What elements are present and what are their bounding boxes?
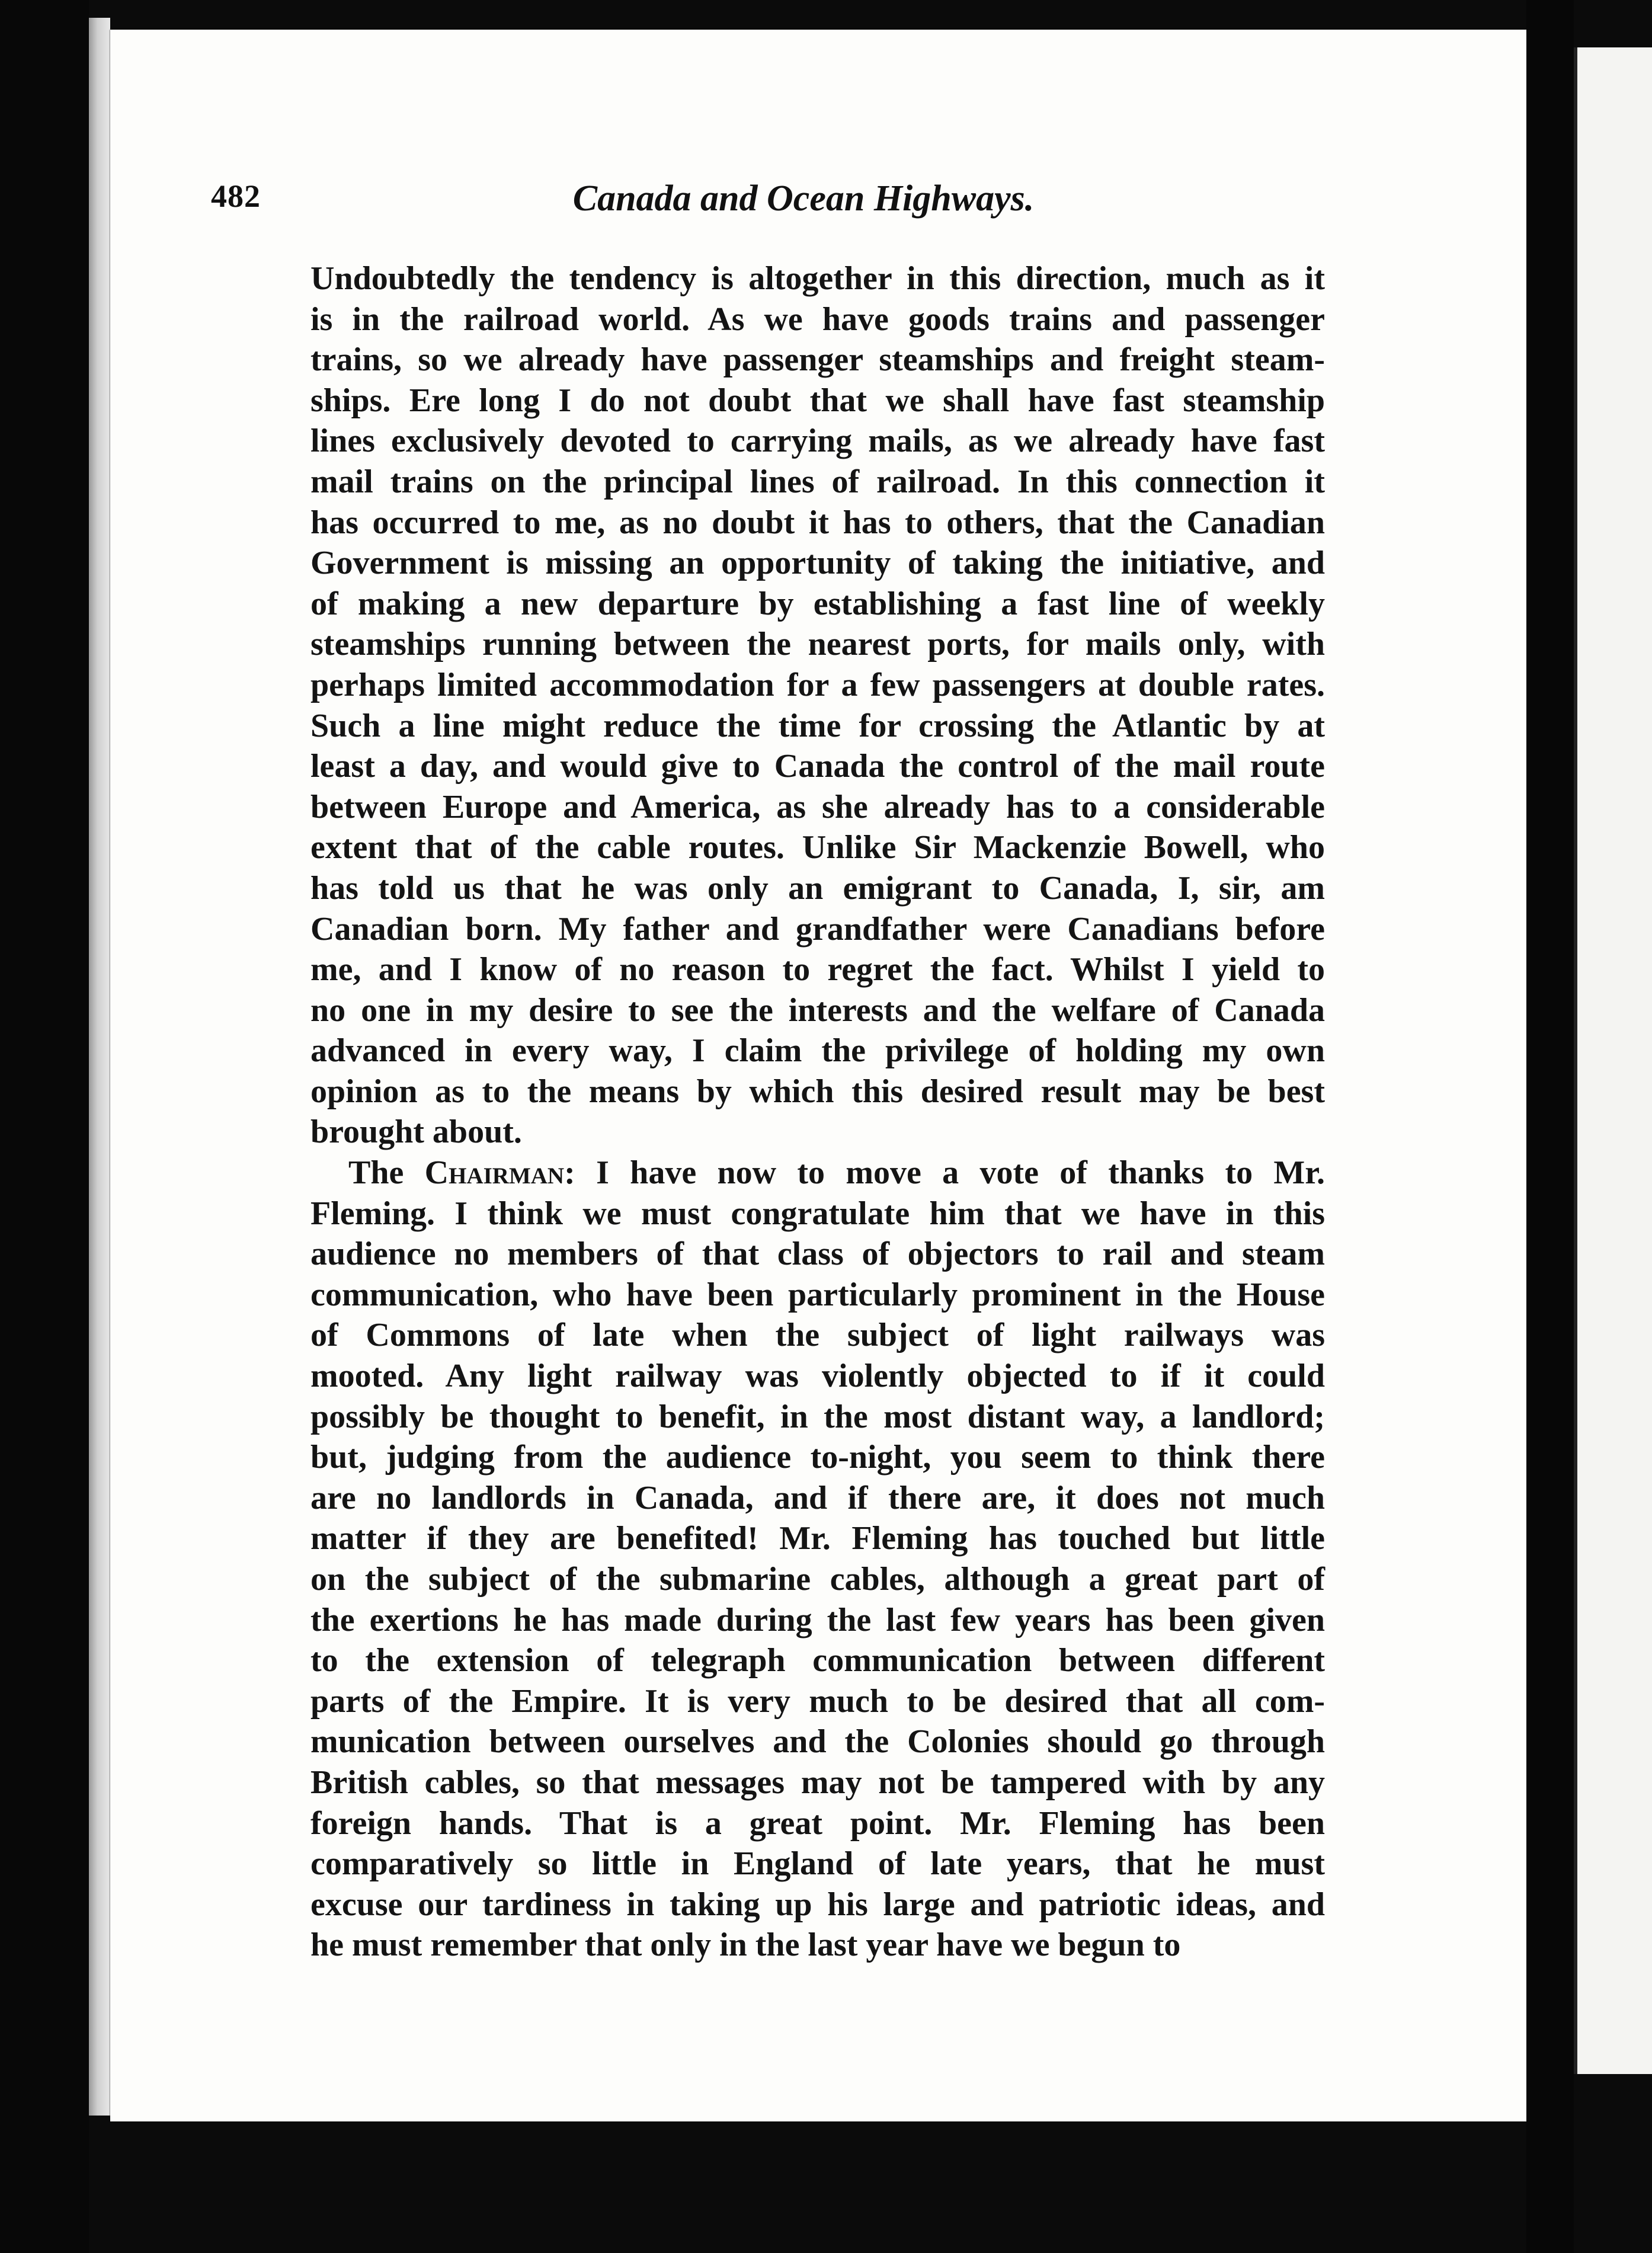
text-line: the exertions he has made during the last few years has been given bbox=[310, 1601, 1325, 1638]
speaker-line-rest: : I have now to move a vote of thanks to Mr. bbox=[564, 1154, 1325, 1192]
text-line: foreign hands. That is a great point. Mr. Fleming has been bbox=[310, 1804, 1325, 1842]
text-line: least a day, and would give to Canada the control of the mail route bbox=[310, 748, 1325, 785]
gutter-shadow bbox=[1526, 0, 1574, 2253]
text-line: Canadian born. My father and grandfather were Canadians before bbox=[310, 910, 1325, 948]
text-line: he must remember that only in the last year have we begun to bbox=[310, 1926, 1181, 1964]
paragraph bbox=[310, 1153, 1325, 1966]
text-line: has told us that he was only an emigrant to Canada, I, sir, am bbox=[310, 869, 1325, 907]
text-line: steamships running between the nearest ports, for mails only, with bbox=[310, 626, 1325, 663]
text-line: extent that of the cable routes. Unlike Sir Mackenzie Bowell, who bbox=[310, 829, 1325, 866]
page-header bbox=[211, 178, 1325, 231]
text-line: but, judging from the audience to-night, you seem to think there bbox=[310, 1439, 1325, 1476]
text-line: Fleming. I think we must congratulate him that we have in this bbox=[310, 1195, 1325, 1232]
text-line: comparatively so little in England of late years, that he must bbox=[310, 1845, 1325, 1883]
text-line: no one in my desire to see the interests and the welfare of Canada bbox=[310, 991, 1325, 1029]
text-line: audience no members of that class of objectors to rail and steam bbox=[310, 1236, 1325, 1273]
text-line: advanced in every way, I claim the privilege of holding my own bbox=[310, 1032, 1325, 1070]
text-line: is in the railroad world. As we have goods trains and passenger bbox=[310, 300, 1325, 338]
speaker-name: Chairman bbox=[424, 1154, 565, 1192]
text-line: Such a line might reduce the time for crossing the Atlantic by at bbox=[310, 707, 1325, 744]
text-line: are no landlords in Canada, and if there are, it does not much bbox=[310, 1479, 1325, 1516]
text-line: opinion as to the means by which this desired result may be best bbox=[310, 1073, 1325, 1110]
text-line: me, and I know of no reason to regret the fact. Whilst I yield to bbox=[310, 951, 1325, 988]
text-line: mooted. Any light railway was violently objected to if it could bbox=[310, 1358, 1325, 1395]
text-line: excuse our tardiness in taking up his large and patriotic ideas, and bbox=[310, 1886, 1325, 1923]
text-line bbox=[310, 1153, 1325, 1193]
text-line: parts of the Empire. It is very much to be desired that all com- bbox=[310, 1682, 1325, 1720]
text-line: ships. Ere long I do not doubt that we shall have fast steamship bbox=[310, 382, 1325, 419]
text-line: perhaps limited accommodation for a few passengers at double rates. bbox=[310, 666, 1325, 703]
text-line: Government is missing an opportunity of taking the initiative, and bbox=[310, 545, 1325, 582]
text-line: mail trains on the principal lines of railroad. In this connection it bbox=[310, 463, 1325, 500]
text-line: of Commons of late when the subject of light railways was bbox=[310, 1317, 1325, 1354]
running-title: Canada and Ocean Highways. bbox=[572, 178, 1035, 219]
text-line: trains, so we already have passenger steamships and freight steam- bbox=[310, 341, 1325, 379]
text-line: lines exclusively devoted to carrying mails, as we already have fast bbox=[310, 423, 1325, 460]
text-line: communication, who have been particularly prominent in the House bbox=[310, 1276, 1325, 1313]
paragraph bbox=[310, 258, 1325, 1153]
speaker-prefix: The bbox=[348, 1154, 425, 1192]
book-binding-shadow bbox=[0, 0, 89, 2253]
page-number: 482 bbox=[211, 178, 261, 214]
text-line: British cables, so that messages may not be tampered with by any bbox=[310, 1764, 1325, 1801]
body-text bbox=[310, 258, 1325, 1966]
text-line: munication between ourselves and the Colonies should go through bbox=[310, 1723, 1325, 1761]
text-line: on the subject of the submarine cables, although a great part of bbox=[310, 1561, 1325, 1598]
page-edge bbox=[89, 18, 110, 2116]
text-line: between Europe and America, as she already has to a considerable bbox=[310, 788, 1325, 825]
text-line: has occurred to me, as no doubt it has to others, that the Canadian bbox=[310, 504, 1325, 541]
text-line: possibly be thought to benefit, in the most distant way, a landlord; bbox=[310, 1398, 1325, 1435]
facing-page-edge bbox=[1574, 47, 1652, 2074]
text-line: of making a new departure by establishing a fast line of weekly bbox=[310, 585, 1325, 622]
text-line: matter if they are benefited! Mr. Fleming has touched but little bbox=[310, 1520, 1325, 1557]
text-line: Undoubtedly the tendency is altogether in this direction, much as it bbox=[310, 260, 1325, 297]
text-line: to the extension of telegraph communication between different bbox=[310, 1642, 1325, 1679]
text-line: brought about. bbox=[310, 1113, 522, 1151]
